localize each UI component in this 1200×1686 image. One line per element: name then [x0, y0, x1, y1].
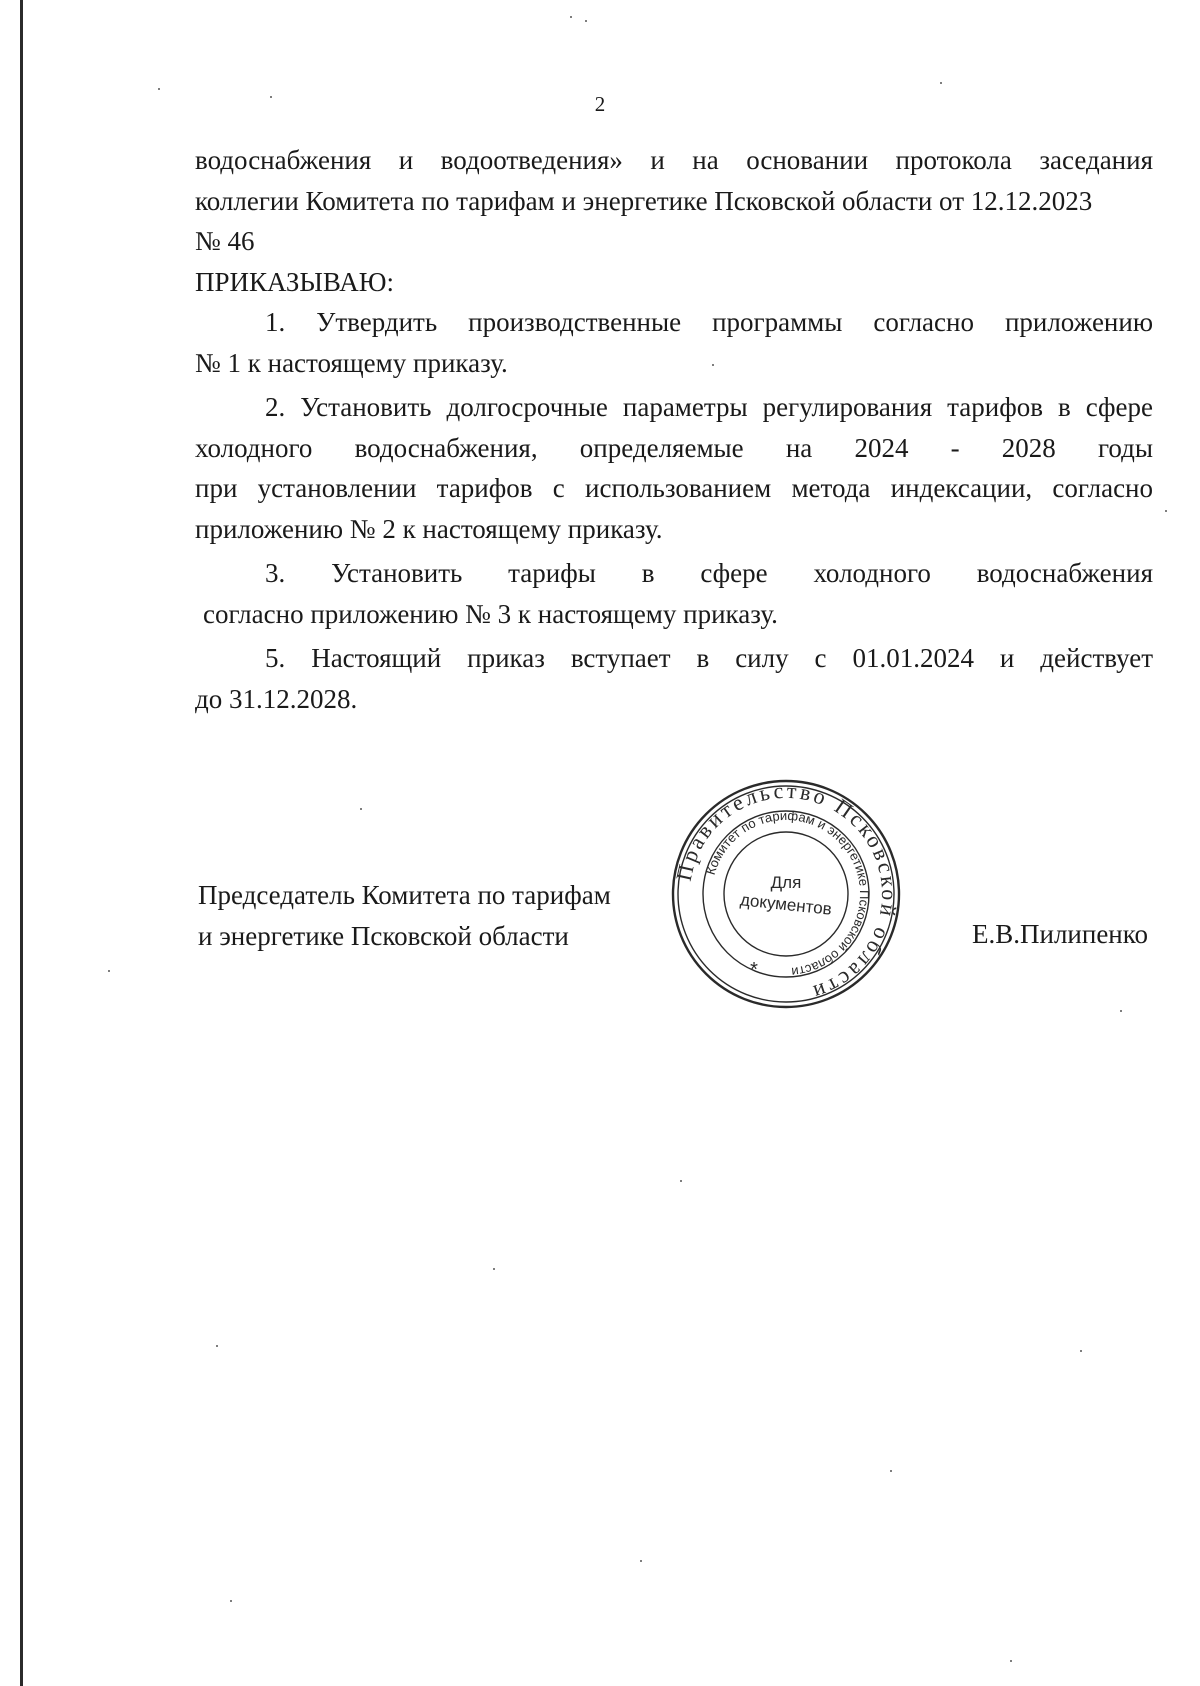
scan-speck	[158, 88, 160, 90]
scan-speck	[680, 1180, 682, 1182]
item-2-line-3: при установлении тарифов с использованием метода индексации, согласно	[195, 473, 1153, 503]
item-2-line-4: приложению № 2 к настоящему приказу.	[195, 513, 663, 544]
signer-name: Е.В.Пилипенко	[972, 919, 1149, 949]
signature-position-line-2: и энергетике Псковской области	[198, 921, 569, 951]
item-3	[195, 553, 1153, 634]
stamp-star-icon: *	[750, 959, 758, 981]
intro-line-3: № 46	[195, 226, 255, 256]
scan-speck	[890, 1470, 892, 1472]
scan-edge-line	[20, 0, 23, 1686]
document-body	[195, 140, 1153, 719]
scan-speck	[493, 1268, 495, 1270]
order-heading	[195, 262, 1153, 303]
scan-speck	[570, 16, 572, 18]
scan-speck	[940, 82, 942, 84]
scan-speck	[360, 808, 362, 810]
intro-paragraph	[195, 140, 1153, 262]
scan-speck	[712, 364, 714, 366]
item-2-line-1: 2. Установить долгосрочные параметры регулирования тарифов в сфере	[265, 392, 1153, 422]
scan-speck	[585, 20, 587, 22]
scan-speck	[270, 96, 272, 98]
scan-speck	[1120, 1010, 1122, 1012]
item-2-line-2: холодного водоснабжения, определяемые на 2024 - 2028 годы	[195, 432, 1153, 463]
item-3-line-1: 3. Установить тарифы в сфере холодного водоснабжения	[265, 558, 1153, 588]
scan-speck	[230, 1600, 232, 1602]
stamp-seal-icon	[668, 776, 904, 1012]
item-5-line-2: до 31.12.2028.	[195, 683, 358, 714]
scan-speck	[640, 1560, 642, 1562]
intro-line-2: коллегии Комитета по тарифам и энергетике Псковской области от 12.12.2023	[195, 185, 1093, 216]
scan-speck	[108, 970, 110, 972]
item-1-line-2: № 1 к настоящему приказу.	[195, 347, 508, 378]
signature-position	[198, 875, 611, 957]
item-2	[195, 387, 1153, 549]
item-3-line-2: согласно приложению № 3 к настоящему приказу.	[203, 598, 778, 629]
scan-speck	[1165, 510, 1167, 512]
official-stamp	[668, 776, 904, 1012]
page-number: 2	[594, 92, 606, 116]
item-5-line-1: 5. Настоящий приказ вступает в силу с 01.01.2024 и действует	[265, 643, 1153, 673]
stamp-inner-text: Комитет по тарифам и энергетике Псковской области	[702, 807, 873, 980]
stamp-center-line-2: документов	[739, 890, 833, 919]
scan-speck	[216, 1345, 218, 1347]
item-5	[195, 638, 1153, 719]
scan-speck	[1080, 1350, 1082, 1352]
order-word: ПРИКАЗЫВАЮ:	[195, 266, 394, 297]
item-1-line-1: 1. Утвердить производственные программы согласно приложению	[265, 307, 1153, 337]
stamp-center-line-1: Для	[770, 873, 802, 892]
intro-line-1: водоснабжения и водоотведения» и на основании протокола заседания	[195, 145, 1153, 175]
signature-position-line-1: Председатель Комитета по тарифам	[198, 880, 611, 910]
item-1	[195, 302, 1153, 383]
scan-speck	[1010, 1660, 1012, 1662]
stamp-outer-text: Правительство Псковской области	[670, 777, 903, 1007]
